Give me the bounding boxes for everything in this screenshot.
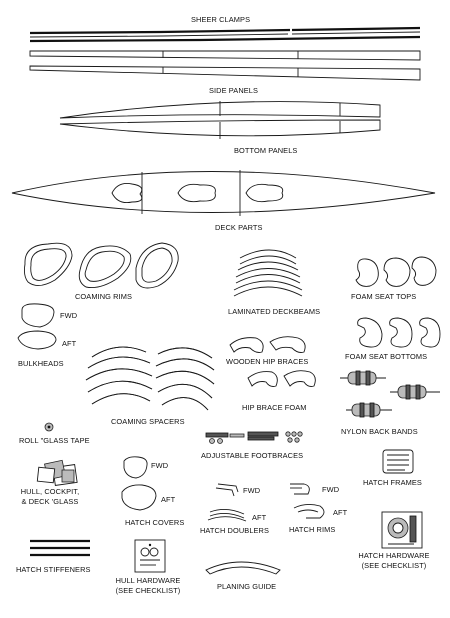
adjustable-footbraces: [206, 432, 302, 444]
coaming-rims-label: COAMING RIMS: [75, 292, 133, 301]
foam-seat-bottoms: [358, 318, 440, 347]
foam-seat-bottoms-label: FOAM SEAT BOTTOMS: [345, 352, 428, 361]
hatch-rims-label: HATCH RIMS: [289, 525, 336, 534]
coaming-spacers: [86, 347, 214, 410]
bottom-panels: [60, 101, 380, 139]
deck-parts: [12, 170, 435, 216]
side-panels-label: SIDE PANELS: [209, 86, 259, 95]
bulkheads-label: BULKHEADS: [18, 359, 64, 368]
hull-hardware-label-line2: (SEE CHECKLIST): [115, 586, 181, 595]
hip-brace-foam-label: HIP BRACE FOAM: [242, 403, 307, 412]
bulkhead-aft-label: AFT: [62, 339, 77, 348]
planing-guide: [206, 562, 280, 574]
hull-hardware: [135, 540, 165, 572]
planing-guide-label: PLANING GUIDE: [217, 582, 277, 591]
sheer-clamps-label: SHEER CLAMPS: [191, 15, 251, 24]
hatch-frames-label: HATCH FRAMES: [363, 478, 422, 487]
nylon-back-bands: [340, 371, 440, 417]
coaming-rims: [24, 243, 178, 288]
hatch-doubler-aft-label: AFT: [252, 513, 267, 522]
sheer-clamps: [30, 28, 420, 41]
hull-cockpit-deck-glass-label-line1: HULL, COCKPIT,: [20, 487, 80, 496]
hatch-hardware: [382, 512, 422, 548]
hull-cockpit-deck-glass-label-line2: & DECK 'GLASS: [21, 497, 79, 506]
deck-parts-label: DECK PARTS: [215, 223, 263, 232]
nylon-back-bands-label: NYLON BACK BANDS: [341, 427, 418, 436]
bulkheads: [18, 304, 56, 349]
glass-cloth-pieces: [37, 460, 77, 485]
hatch-cover-aft-label: AFT: [161, 495, 176, 504]
bulkhead-fwd-label: FWD: [60, 311, 78, 320]
hatch-frames: [383, 450, 413, 473]
hatch-hardware-label-line1: HATCH HARDWARE: [358, 551, 430, 560]
foam-seat-tops-label: FOAM SEAT TOPS: [351, 292, 417, 301]
hatch-stiffeners-label: HATCH STIFFENERS: [16, 565, 91, 574]
side-panels: [30, 51, 420, 80]
hatch-rim-aft-label: AFT: [333, 508, 348, 517]
hatch-doubler-fwd-label: FWD: [243, 486, 261, 495]
hip-brace-foam: [248, 371, 315, 387]
hatch-doublers-label: HATCH DOUBLERS: [200, 526, 270, 535]
hatch-rims: [290, 484, 324, 518]
adjustable-footbraces-label: ADJUSTABLE FOOTBRACES: [201, 451, 304, 460]
roll-glass-tape: [45, 423, 53, 431]
hatch-stiffeners: [30, 541, 90, 555]
hatch-rim-fwd-label: FWD: [322, 485, 340, 494]
laminated-deckbeams-label: LAMINATED DECKBEAMS: [228, 307, 321, 316]
coaming-spacers-label: COAMING SPACERS: [111, 417, 185, 426]
hatch-cover-fwd-label: FWD: [151, 461, 169, 470]
hatch-doublers: [208, 484, 246, 521]
roll-glass-tape-label: ROLL "GLASS TAPE: [19, 436, 90, 445]
wooden-hip-braces-label: WOODEN HIP BRACES: [226, 357, 309, 366]
hull-hardware-label-line1: HULL HARDWARE: [115, 576, 181, 585]
bottom-panels-label: BOTTOM PANELS: [234, 146, 298, 155]
foam-seat-tops: [356, 257, 436, 286]
hatch-hardware-label-line2: (SEE CHECKLIST): [361, 561, 427, 570]
hatch-covers-label: HATCH COVERS: [125, 518, 185, 527]
laminated-deckbeams: [234, 250, 302, 296]
wooden-hip-braces: [230, 337, 305, 353]
